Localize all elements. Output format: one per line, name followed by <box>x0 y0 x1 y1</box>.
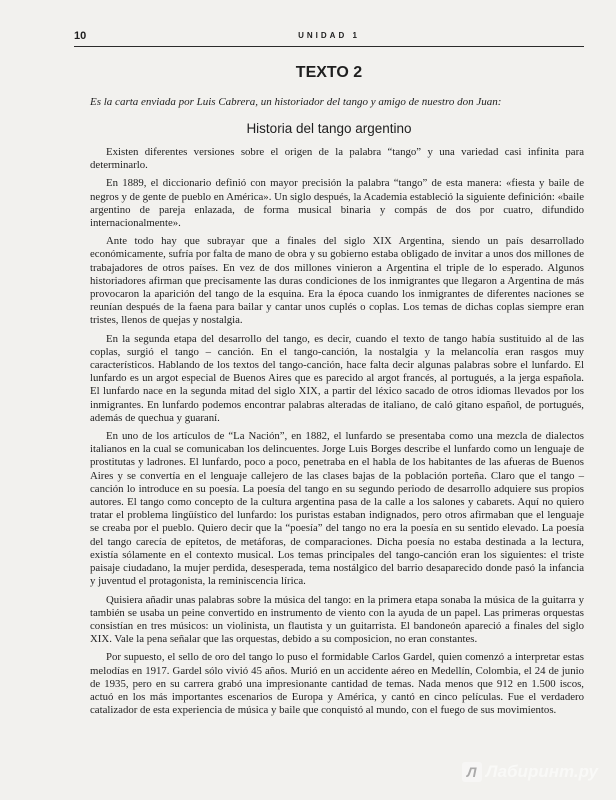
paragraph: Ante todo hay que subrayar que a finales del siglo XIX Argentina, siendo un país desarrollado económicamente, sufría por falta de mano de obra y su gobierno estaba obligado de invitar a unos dos millones de trabajadores de otros países. En vez de dos millones vinieron a Argentina el triple de lo esperado. Algunos historiadores afirman que precisamente las duras condiciones de los inmigrantes que llegaron a Argentina de más provocaron la aparición del tango de la esquina. Era la época cuando los inmigrantes de diferentes naciones se reunían después de la faena para bailar y cantar unos cuplés o coplas. Los temas de dichas coplas siempre eran tristes, llenos de quejas y nostalgia. <box>90 235 584 327</box>
page-number: 10 <box>74 30 87 42</box>
watermark-text: Лабиринт.ру <box>485 762 598 781</box>
article-title: Historia del tango argentino <box>246 121 412 136</box>
labirint-logo-icon: Л <box>462 762 482 782</box>
paragraph: En uno de los artículos de “La Nación”, en 1882, el lunfardo se presentaba como una mezcla de dialectos italianos en la cual se comunicaban los delincuentes. Jorge Luis Borges describe el lunfardo como un lenguaje de prostitutas y ladrones. El lunfardo, poco a poco, penetraba en el habla de los habitantes de las afueras de Buenos Aires y se convertía en el lenguaje callejero de las clases bajas de la población porteña. Claro que el tango – canción lo introduce en su poesía. La poesía del tango en su segundo periodo de desarrollo adquiere sus propios autores. El tango como concepto de la cultura argentina pasa de la calle a los salones y cabarets. Aquí no quiero tratar el problema lingüístico del lunfardo: los puristas estaban indignados, pero otros afirmaban que el lenguaje se creaba por el pueblo. Quiero decir que la “poesía” del tango no era la poesía en su sentido elevado. La poesía del tango carecía de epítetos, de metáforas, de comparaciones. Dicha poesía no estaba destinada a la lectura, existía sólamente en el contexto musical. Los temas principales del tango-canción eran los siguientes: el triste paisaje ciudadano, la mujer perdida, desesperada, tema nostálgico del barrio desaparecido donde pasó la infancia y juventud el protagonista, la reminiscencia lírica. <box>90 430 584 588</box>
paragraph: Existen diferentes versiones sobre el origen de la palabra “tango” y una variedad casi infinita para determinarlo. <box>90 146 584 172</box>
paragraph: En 1889, el diccionario definió con mayor precisión la palabra “tango” de esta manera: «fiesta y baile de negros y de gente de pueblo en América». Un siglo después, la Academia estableció la siguiente definición: «baile argentino de pareja enlazada, de forma musical binaria y compás de dos por cuatro, difundido internacionalmente». <box>90 177 584 230</box>
watermark <box>462 762 598 782</box>
paragraph: En la segunda etapa del desarrollo del tango, es decir, cuando el texto de tango había sustituido al de las coplas, surgió el tango – canción. En el tango-canción, la nostalgia y la melancolía eran rasgos muy característicos. Hablando de los textos del tango-canción, hace falta decir algunas palabras sobre el lunfardo. El lunfardo es un argot especial de Buenos Aires que es parecido al argot francés, al portugués, a la jerga española. El lunfardo nace en la segunda mitad del siglo XIX, a partir del léxico sacado de otros idiomas llevados por los inmigrantes. En lunfardo podemos encontrar palabras alteradas de italiano, de caló gitano español, de portugués, además de quechua y guaraní. <box>90 332 584 424</box>
section-title: TEXTO 2 <box>295 64 363 81</box>
paragraph: Quisiera añadir unas palabras sobre la música del tango: en la primera etapa sonaba la música de la guitarra y también se usaba un peine convertido en instrumento de viento con la ayuda de un papel. Las primeras orquestas consistían en tres músicos: un violinista, un flautista y un guitarrista. El bandoneón apareció a finales del siglo XIX. Vale la pena señalar que las orquestas, debido a su composicion, no eran constantes. <box>90 593 584 646</box>
article-body <box>90 146 584 722</box>
unit-label: UNIDAD 1 <box>298 31 360 40</box>
page-header <box>74 30 584 47</box>
intro-line: Es la carta enviada por Luis Cabrera, un historiador del tango y amigo de nuestro don Juan: <box>90 96 502 108</box>
paragraph: Por supuesto, el sello de oro del tango lo puso el formidable Carlos Gardel, quien comenzó a interpretar estas melodías en 1917. Gardel sólo vivió 45 años. Murió en un accidente aéreo en Medellín, Colombia, el 24 de junio de 1935, pero en su carrera grabó una impresionante cantidad de temas. Nada menos que 912 en 1.500 iscos, actuó en los más importantes escenarios de Europa y América, y cantó en cinco películas. Fue el verdadero catalizador de esta experiencia de música y baile que conquistó al mundo, con el fuego de sus movimientos. <box>90 651 584 717</box>
